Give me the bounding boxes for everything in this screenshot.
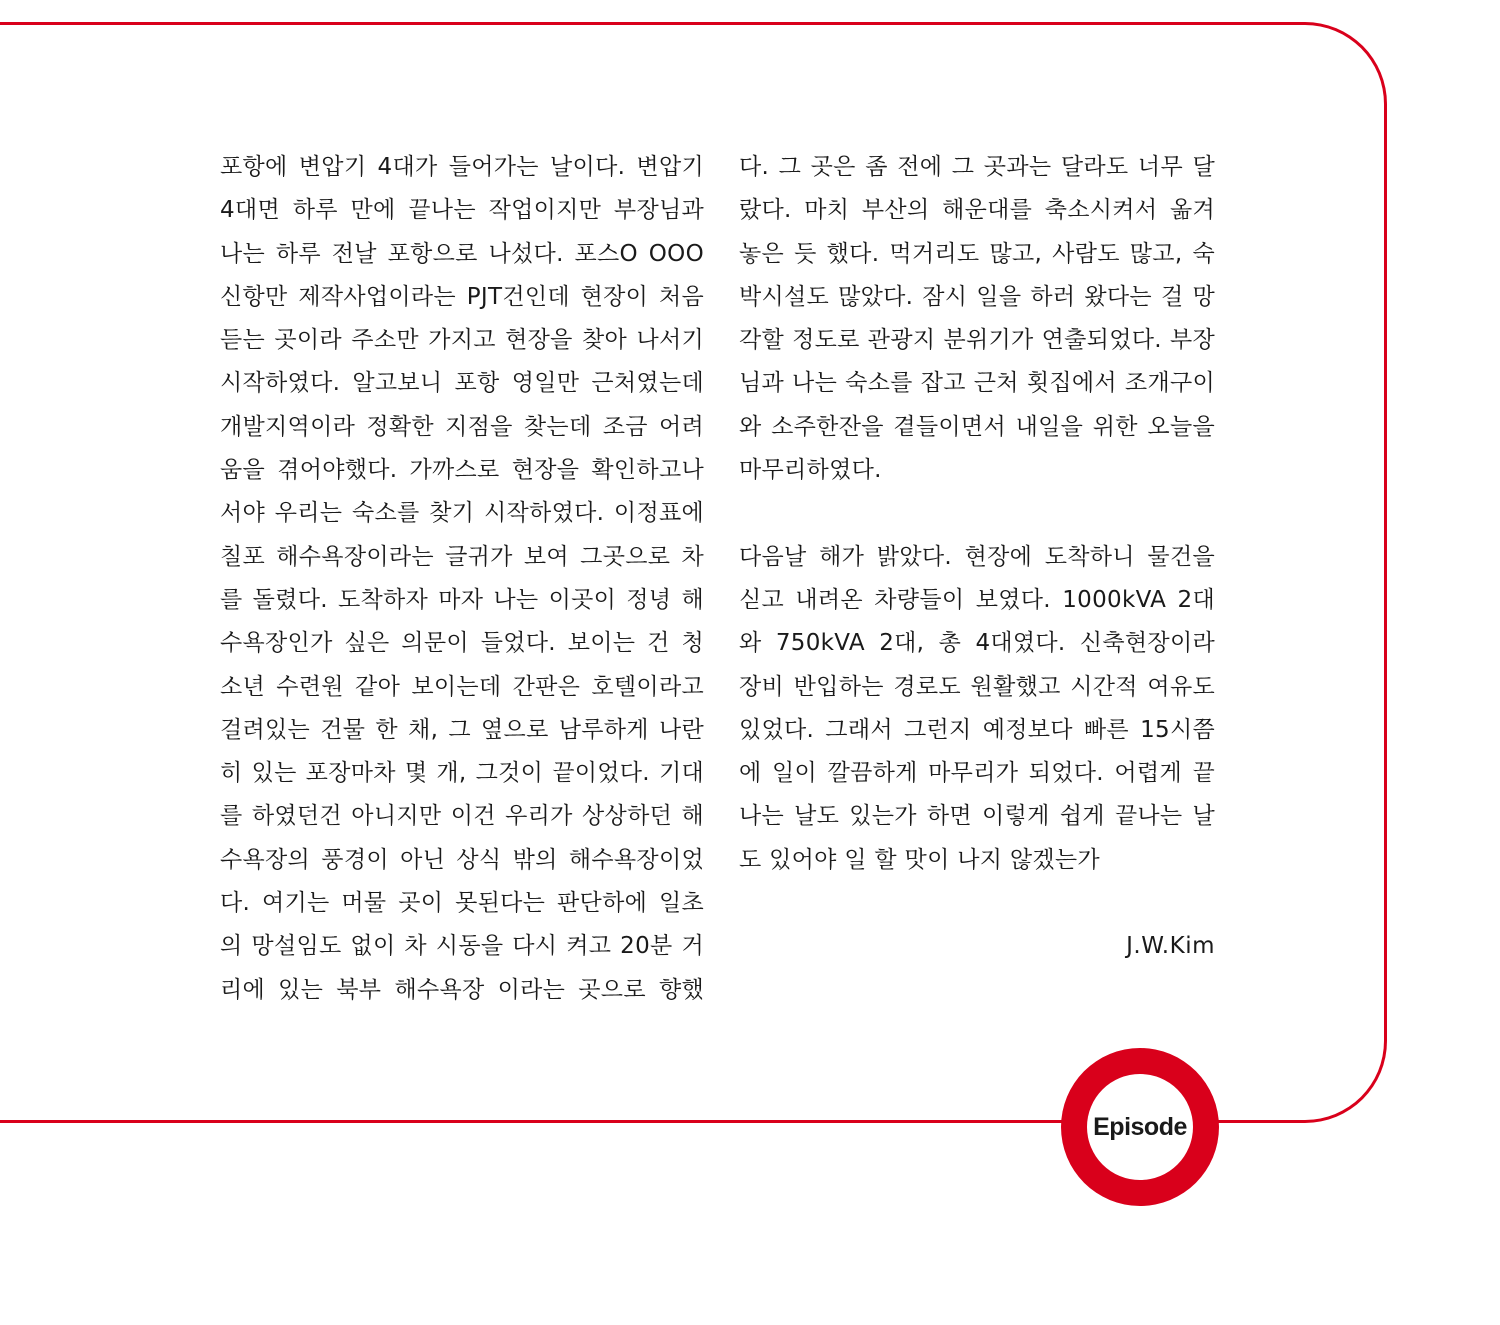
text-line: 시작하였다. 알고보니 포항 영일만 근처였는데 bbox=[220, 370, 704, 397]
text-line: 걸려있는 건물 한 채, 그 옆으로 남루하게 나란 bbox=[220, 716, 704, 743]
article-paragraph-1-continued bbox=[739, 146, 1215, 492]
text-line: 나는 날도 있는가 하면 이렇게 쉽게 끝나는 날 bbox=[739, 803, 1215, 830]
text-line: 를 하였던건 아니지만 이건 우리가 상상하던 해 bbox=[220, 803, 704, 830]
text-line: 서야 우리는 숙소를 찾기 시작하였다. 이정표에 bbox=[220, 500, 704, 527]
text-line: 칠포 해수욕장이라는 글귀가 보여 그곳으로 차 bbox=[220, 543, 704, 570]
text-line: 마무리하였다. bbox=[739, 457, 882, 484]
text-line: 포항에 변압기 4대가 들어가는 날이다. 변압기 bbox=[220, 154, 704, 180]
text-line: 소년 수련원 같아 보이는데 간판은 호텔이라고 bbox=[220, 673, 704, 700]
text-line: 의 망설임도 없이 차 시동을 다시 켜고 20분 거 bbox=[220, 933, 704, 960]
text-line: 도 있어야 일 할 맛이 나지 않겠는가 bbox=[739, 846, 1100, 873]
author-signature: J.W.Kim bbox=[1126, 933, 1215, 960]
text-line: 있었다. 그래서 그런지 예정보다 빠른 15시쯤 bbox=[739, 716, 1215, 743]
text-line: 4대면 하루 만에 끝나는 작업이지만 부장님과 bbox=[220, 197, 704, 224]
text-line: 각할 정도로 관광지 분위기가 연출되었다. 부장 bbox=[739, 327, 1215, 354]
article-paragraph-2 bbox=[739, 536, 1215, 882]
text-line: 싣고 내려온 차량들이 보였다. 1000kVA 2대 bbox=[739, 586, 1215, 613]
text-line: 에 일이 깔끔하게 마무리가 되었다. 어렵게 끝 bbox=[739, 760, 1215, 787]
text-line: 와 750kVA 2대, 총 4대였다. 신축현장이라 bbox=[739, 630, 1215, 657]
text-line: 나는 하루 전날 포항으로 나섰다. 포스O OOO bbox=[220, 240, 704, 267]
episode-badge-center bbox=[1087, 1074, 1193, 1180]
article-left-column bbox=[220, 146, 704, 1012]
text-line: 장비 반입하는 경로도 원활했고 시간적 여유도 bbox=[739, 673, 1215, 700]
text-line: 히 있는 포장마차 몇 개, 그것이 끝이었다. 기대 bbox=[220, 760, 704, 787]
text-line: 다. 여기는 머물 곳이 못된다는 판단하에 일초 bbox=[220, 890, 704, 917]
text-line: 수욕장인가 싶은 의문이 들었다. 보이는 건 청 bbox=[220, 630, 704, 657]
episode-badge-label: Episode bbox=[1093, 1112, 1187, 1141]
text-line: 님과 나는 숙소를 잡고 근처 횟집에서 조개구이 bbox=[739, 370, 1215, 397]
text-line: 놓은 듯 했다. 먹거리도 많고, 사람도 많고, 숙 bbox=[739, 240, 1215, 267]
text-line: 와 소주한잔을 곁들이면서 내일을 위한 오늘을 bbox=[739, 413, 1215, 440]
article-right-column bbox=[739, 146, 1215, 968]
text-line: 다음날 해가 밝았다. 현장에 도착하니 물건을 bbox=[739, 543, 1215, 570]
text-line: 다. 그 곳은 좀 전에 그 곳과는 달라도 너무 달 bbox=[739, 154, 1215, 180]
text-line: 를 돌렸다. 도착하자 마자 나는 이곳이 정녕 해 bbox=[220, 586, 704, 613]
text-line: 리에 있는 북부 해수욕장 이라는 곳으로 향했 bbox=[220, 976, 704, 1003]
text-line: 듣는 곳이라 주소만 가지고 현장을 찾아 나서기 bbox=[220, 327, 704, 354]
episode-badge bbox=[1061, 1048, 1219, 1206]
paragraph-gap bbox=[739, 492, 1215, 535]
text-line: 움을 겪어야했다. 가까스로 현장을 확인하고나 bbox=[220, 457, 704, 484]
text-line: 랐다. 마치 부산의 해운대를 축소시켜서 옮겨 bbox=[739, 197, 1215, 224]
text-line: 수욕장의 풍경이 아닌 상식 밖의 해수욕장이었 bbox=[220, 846, 704, 873]
text-line: 개발지역이라 정확한 지점을 찾는데 조금 어려 bbox=[220, 413, 704, 440]
text-line: 신항만 제작사업이라는 PJT건인데 현장이 처음 bbox=[220, 283, 704, 310]
text-line: 박시설도 많았다. 잠시 일을 하러 왔다는 걸 망 bbox=[739, 283, 1215, 310]
